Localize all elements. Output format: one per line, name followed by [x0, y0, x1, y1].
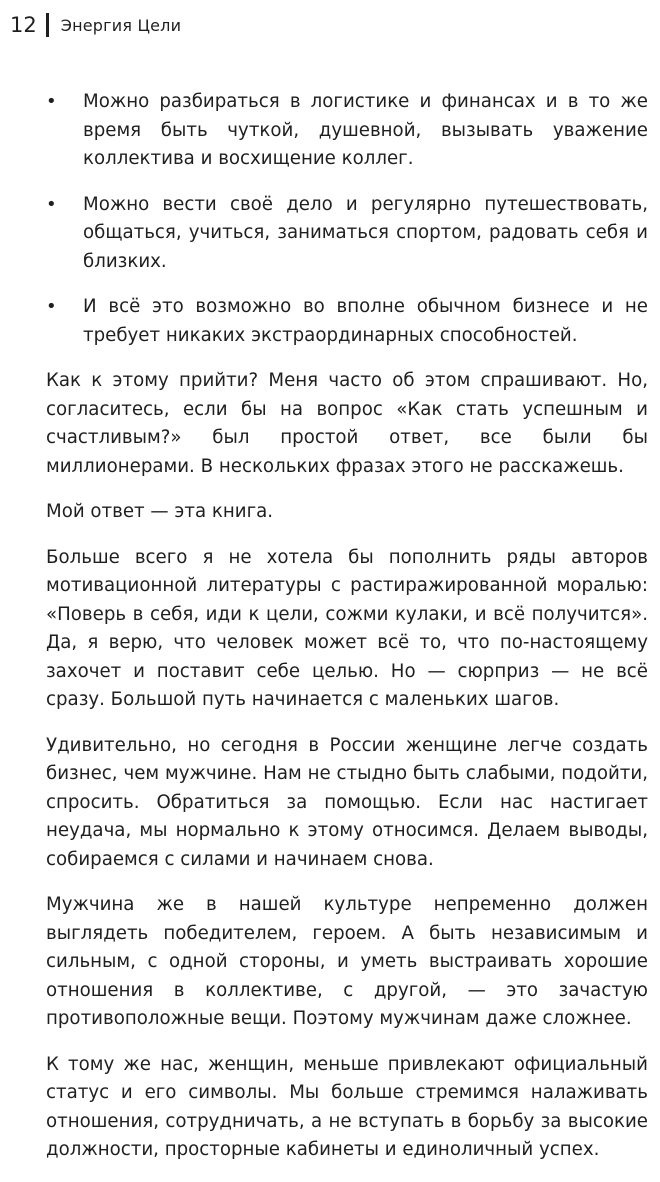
page-number: 12 [10, 13, 37, 37]
paragraph: Мой ответ — эта книга. [46, 501, 274, 522]
header-divider [46, 13, 49, 37]
paragraph: К тому же нас, женщин, меньше привлекают официальный статус и его символы. Мы больше стремимся налаживать отношения, сотрудничать, а не вступать в борьбу за высокие должности, просторные кабинеты и единоличный успех. [46, 1053, 648, 1160]
list-item [46, 88, 648, 174]
paragraph: Удивительно, но сегодня в России женщине легче создать бизнес, чем мужчине. Нам не стыдно быть слабыми, подойти, спросить. Обратиться за помощью. Если нас настигает неудача, мы нормально к этому относимся. Делаем выводы, собираемся с силами и начинаем снова. [46, 734, 648, 870]
running-title: Энергия Цели [60, 15, 182, 35]
paragraph: Как к этому прийти? Меня часто об этом спрашивают. Но, согласитесь, если бы на вопрос «Как стать успешным и счастливым?» был простой ответ, все были бы миллионерами. В нескольких фразах этого не расскажешь. [46, 370, 648, 477]
list-item-text: Можно вести своё дело и регулярно путешествовать, общаться, учиться, заниматься спортом, радовать себя и близких. [83, 193, 648, 272]
list-item [46, 191, 648, 277]
paragraph: Мужчина же в нашей культуре непременно должен выглядеть победителем, героем. А быть независимым и сильным, с одной стороны, и уметь выстраивать хорошие отношения в коллективе, с другой, — это зачастую противоположные вещи. Поэтому мужчинам даже сложнее. [46, 894, 648, 1029]
page-body [46, 88, 648, 1182]
page-header [10, 11, 181, 39]
paragraph: Больше всего я не хотела бы пополнить ряды авторов мотивационной литературы с растиражированной моралью: «Поверь в себя, иди к цели, сожми кулаки, и всё получится». Да, я верю, что человек может всё то, что по-настоящему захочет и поставит себе целью. Но — сюрприз — не всё сразу. Большой путь начинается с маленьких шагов. [46, 546, 648, 710]
list-item-text: Можно разбираться в логистике и финансах и в то же время быть чуткой, душевной, вызывать уважение коллектива и восхищение коллег. [83, 91, 648, 169]
bullet-icon: • [46, 296, 57, 317]
list-item [46, 293, 648, 350]
bullet-icon: • [46, 91, 57, 112]
list-item-text: И всё это возможно во вполне обычном бизнесе и не требует никаких экстраординарных способностей. [83, 296, 648, 346]
bullet-list [46, 88, 648, 350]
bullet-icon: • [46, 193, 57, 215]
